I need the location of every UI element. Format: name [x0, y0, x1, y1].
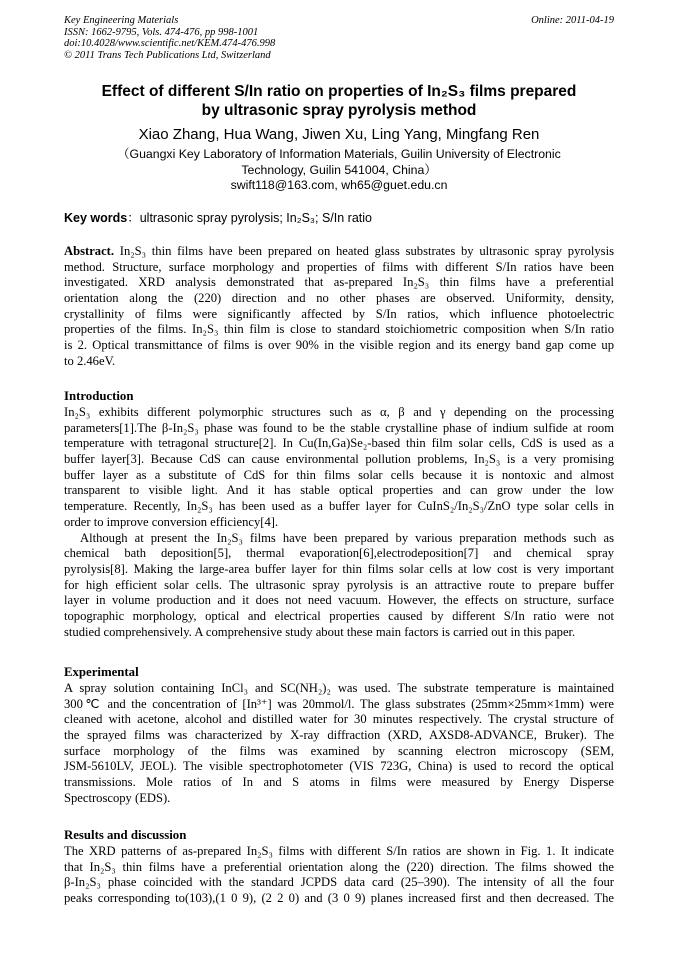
results-line: peaks corresponding to(103),(1 0 9), (2 2 0) and (3 0 9) planes increased first and then decreased. The: [64, 891, 614, 906]
intro-line: buffer layer as a substitute of CdS for thin films solar cells because it is nontoxic and almost: [64, 467, 614, 482]
author-emails[interactable]: swift118@163.com, wh65@guet.edu.cn: [230, 178, 448, 192]
abstract-line: crystallinity of films were significantly affected by S/In ratios, which influence photoelectric: [64, 306, 614, 321]
affiliation-line-2: Technology, Guilin 541004, China）: [241, 162, 437, 177]
intro-line: In₂S₃ exhibits different polymorphic structures such as α, β and γ depending on the processing: [64, 405, 614, 419]
title-line-2: by ultrasonic spray pyrolysis method: [201, 102, 477, 119]
experimental-line: the sprayed films was characterized by X-ray diffraction (XRD, AXSD8-ADVANCE, Bruker). The: [64, 728, 614, 743]
experimental-heading: Experimental: [64, 665, 139, 679]
intro-line: temperature. Recently, In₂S₃ has been used as a buffer layer for CuInS₂/In₂S₃/ZnO type solar cells in: [64, 499, 614, 514]
keywords-text: ultrasonic spray pyrolysis; In₂S₃; S/In ratio: [139, 211, 372, 225]
intro-line: topographic morphology, optical and electrical properties caused by different S/In ratio were not: [64, 608, 614, 623]
abstract-line: method. Structure, surface morphology and properties of films with different S/In ratios have been: [64, 259, 614, 274]
results-line: The XRD patterns of as-prepared In₂S₃ films with different S/In ratios are shown in Fig. 1. It indicate: [64, 844, 614, 858]
introduction-heading: Introduction: [64, 389, 134, 403]
intro-line: chemical bath deposition[5], thermal evaporation[6],electrodeposition[7] and chemical spray: [64, 546, 614, 561]
experimental-line: transmissions. Mole ratios of In and S atoms in films were measured by Energy Disperse: [64, 775, 614, 790]
results-section: [64, 844, 614, 907]
results-line: that In₂S₃ thin films have a preferential orientation along the (220) direction. The films showed the: [64, 859, 614, 874]
abstract-line: properties of the films. In₂S₃ thin film is close to standard stoichiometric composition when S/In ratio: [64, 322, 614, 337]
intro-line: pyrolysis[8]. Making the large-area buffer layer for thin films solar cells at low cost is very important: [64, 561, 614, 576]
intro-line: temperature with tetragonal structure[2]. In Cu(In,Ga)Se₂-based thin film solar cells, CdS is used as a: [64, 436, 614, 451]
intro-line: Although at present the In₂S₃ films have been prepared by various preparation methods such as: [80, 530, 614, 545]
experimental-line: cleaned with acetone, alcohol and distilled water for 30 minutes respectively. The crystal structure of: [64, 712, 614, 727]
journal-doi[interactable]: doi:10.4028/www.scientific.net/KEM.474-476.998: [64, 38, 276, 49]
intro-line: parameters[1].The β-In₂S₃ phase was found to be the stable crystalline phase of indium sulfide at room: [64, 420, 614, 435]
intro-line: transparent to visible light. And it has stable optical properties and can grow under the low: [64, 483, 614, 498]
journal-header: [64, 15, 275, 61]
introduction-section: [64, 405, 614, 640]
intro-line: layer in volume production and it does not need vacuum. However, the effects on structure, surface: [64, 593, 614, 608]
results-line: β-In₂S₃ phase coincided with the standard JCPDS data card (25–390). The intensity of all the four: [64, 875, 614, 890]
keywords: [64, 211, 614, 226]
experimental-line: surface morphology of the films was examined by scanning electron microscopy (SEM,: [64, 743, 614, 758]
online-date: Online: 2011-04-19: [531, 15, 614, 26]
abstract-line: investigated. XRD analysis demonstrated that as-prepared In₂S₃ thin films have a preferential: [64, 275, 614, 290]
keywords-separator: ：: [127, 211, 140, 225]
keywords-label: Key words: [64, 211, 128, 225]
intro-line: for high efficient solar cells. The ultrasonic spray pyrolysis is an attractive route to prepare buffer: [64, 577, 614, 592]
affiliation: [64, 147, 614, 194]
abstract-line: is 2. Optical transmittance of films is over 90% in the visible region and its energy band gap come up: [64, 338, 614, 353]
journal-issn: ISSN: 1662-9795, Vols. 474-476, pp 998-1001: [64, 26, 259, 38]
experimental-line: Spectroscopy (EDS).: [64, 790, 171, 805]
title-line-1: Effect of different S/In ratio on properties of In₂S₃ films prepared: [101, 83, 577, 100]
results-heading: Results and discussion: [64, 828, 187, 842]
abstract-label: Abstract.: [64, 244, 115, 258]
abstract-line-text: In₂S₃ thin films have been prepared on heated glass substrates by ultrasonic spray pyrolysis: [114, 244, 614, 258]
journal-copyright: © 2011 Trans Tech Publications Ltd, Switzerland: [64, 49, 271, 61]
intro-line: buffer layer[3]. Because CdS can cause environmental pollution problems, In₂S₃ is a very promising: [64, 452, 614, 467]
experimental-line: 300℃ and the concentration of [In³⁺] was 20mmol/l. The glass substrates (25mm×25mm×1mm) were: [64, 696, 614, 711]
intro-line: studied comprehensively. A comprehensive study about these main factors is carried out in this paper.: [64, 624, 576, 639]
experimental-line: JSM-5610LV, JEOL). The visible spectrophotometer (VIS 723G, China) is used to record the optical: [64, 759, 614, 774]
experimental-section: [64, 681, 614, 807]
abstract-line: [64, 244, 614, 260]
journal-name: Key Engineering Materials: [64, 15, 179, 26]
intro-line: order to improve conversion efficiency[4].: [64, 514, 279, 529]
abstract-line: orientation along the (220) direction and no other phases are observed. Uniformity, density,: [64, 291, 614, 306]
paper-title: [64, 82, 614, 120]
author-list: Xiao Zhang, Hua Wang, Jiwen Xu, Ling Yang, Mingfang Ren: [138, 126, 540, 143]
abstract-section: [64, 244, 614, 370]
experimental-line: A spray solution containing InCl₃ and SC(NH₂)₂ was used. The substrate temperature is maintained: [64, 681, 614, 695]
affiliation-line-1: （Guangxi Key Laboratory of Information Materials, Guilin University of Electronic: [117, 147, 561, 161]
abstract-line: to 2.46eV.: [64, 353, 116, 368]
